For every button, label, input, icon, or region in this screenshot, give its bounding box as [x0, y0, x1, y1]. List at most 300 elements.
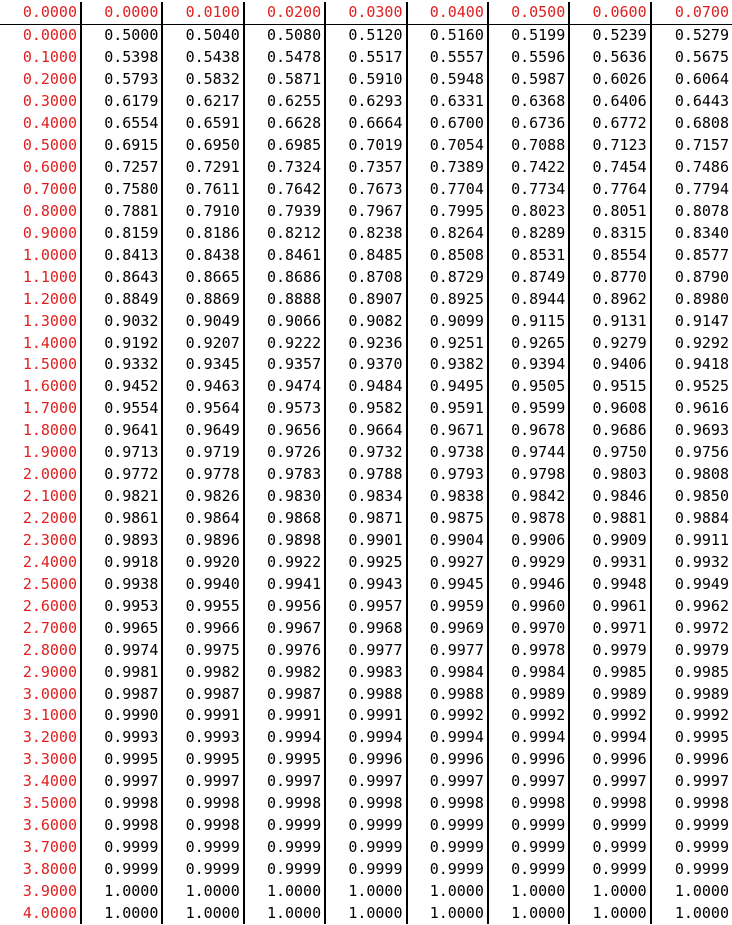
value-cell: 0.7967: [325, 200, 406, 222]
value-cell: 0.9418: [651, 354, 732, 376]
value-cell: 0.6368: [488, 91, 569, 113]
value-cell: 0.6554: [81, 113, 162, 135]
value-cell: 0.9788: [325, 464, 406, 486]
value-cell: 0.9949: [651, 573, 732, 595]
value-cell: 0.9997: [407, 771, 488, 793]
value-cell: 0.9998: [162, 793, 243, 815]
value-cell: 0.9929: [488, 551, 569, 573]
value-cell: 0.9998: [244, 793, 325, 815]
value-cell: 0.9984: [407, 661, 488, 683]
value-cell: 0.5000: [81, 24, 162, 46]
value-cell: 0.9686: [569, 420, 650, 442]
value-cell: 0.9918: [81, 551, 162, 573]
value-cell: 0.9922: [244, 551, 325, 573]
value-cell: 0.5199: [488, 24, 569, 46]
row-header-cell: 3.1000: [22, 706, 77, 725]
value-cell: 0.5832: [162, 69, 243, 91]
column-header-cell: 0.0000: [81, 2, 162, 24]
value-cell: 0.6064: [651, 69, 732, 91]
value-cell: 0.6293: [325, 91, 406, 113]
value-cell: 0.9131: [569, 310, 650, 332]
value-cell: 0.7454: [569, 157, 650, 179]
value-cell: 0.9972: [651, 617, 732, 639]
table-row: [0, 815, 732, 837]
value-cell: 0.5793: [81, 69, 162, 91]
value-cell: 0.9996: [569, 749, 650, 771]
value-cell: 0.9925: [325, 551, 406, 573]
table-row: [0, 113, 732, 135]
table-row: [0, 749, 732, 771]
table-row: [0, 310, 732, 332]
value-cell: 0.9967: [244, 617, 325, 639]
value-cell: 0.9881: [569, 508, 650, 530]
value-cell: 0.8159: [81, 222, 162, 244]
table-row: [0, 332, 732, 354]
value-cell: 0.9066: [244, 310, 325, 332]
value-cell: 0.9999: [488, 859, 569, 881]
value-cell: 0.7486: [651, 157, 732, 179]
row-header-cell: 1.7000: [22, 399, 77, 418]
value-cell: 0.8461: [244, 244, 325, 266]
value-cell: 0.7673: [325, 179, 406, 201]
value-cell: 0.9838: [407, 486, 488, 508]
row-header-cell: 3.7000: [22, 838, 77, 857]
value-cell: 0.8962: [569, 288, 650, 310]
value-cell: 0.9846: [569, 486, 650, 508]
table-row: [0, 881, 732, 903]
table-row: [0, 47, 732, 69]
value-cell: 0.9664: [325, 420, 406, 442]
value-cell: 0.7088: [488, 135, 569, 157]
row-header-cell: 2.0000: [22, 465, 77, 484]
value-cell: 0.9909: [569, 530, 650, 552]
value-cell: 0.9868: [244, 508, 325, 530]
value-cell: 0.9599: [488, 398, 569, 420]
value-cell: 0.9582: [325, 398, 406, 420]
value-cell: 0.9830: [244, 486, 325, 508]
value-cell: 0.9991: [162, 705, 243, 727]
value-cell: 0.9850: [651, 486, 732, 508]
value-cell: 0.5596: [488, 47, 569, 69]
value-cell: 0.6664: [325, 113, 406, 135]
value-cell: 0.9997: [244, 771, 325, 793]
value-cell: 1.0000: [407, 881, 488, 903]
value-cell: 0.8508: [407, 244, 488, 266]
value-cell: 0.9945: [407, 573, 488, 595]
row-header-cell: 2.9000: [22, 662, 77, 681]
value-cell: 1.0000: [244, 881, 325, 903]
value-cell: 0.9998: [569, 793, 650, 815]
value-cell: 1.0000: [488, 881, 569, 903]
table-row: [0, 639, 732, 661]
value-cell: 0.9738: [407, 442, 488, 464]
value-cell: 0.7019: [325, 135, 406, 157]
value-cell: 0.9985: [569, 661, 650, 683]
value-cell: 0.6406: [569, 91, 650, 113]
value-cell: 0.9525: [651, 376, 732, 398]
row-header-cell: 1.3000: [22, 311, 77, 330]
value-cell: 0.9678: [488, 420, 569, 442]
value-cell: 0.9997: [162, 771, 243, 793]
value-cell: 0.9969: [407, 617, 488, 639]
value-cell: 0.9032: [81, 310, 162, 332]
table-row: [0, 617, 732, 639]
value-cell: 0.5478: [244, 47, 325, 69]
value-cell: 0.7881: [81, 200, 162, 222]
table-row: [0, 266, 732, 288]
value-cell: 0.9864: [162, 508, 243, 530]
table-row: [0, 157, 732, 179]
table-row: [0, 244, 732, 266]
value-cell: 0.9999: [407, 859, 488, 881]
value-cell: 1.0000: [81, 881, 162, 903]
value-cell: 0.9906: [488, 530, 569, 552]
value-cell: 0.8907: [325, 288, 406, 310]
value-cell: 0.9985: [651, 661, 732, 683]
value-cell: 0.9932: [651, 551, 732, 573]
row-header-cell: 3.5000: [22, 794, 77, 813]
value-cell: 0.9989: [488, 683, 569, 705]
row-header-cell: 2.4000: [22, 552, 77, 571]
value-cell: 0.5987: [488, 69, 569, 91]
value-cell: 0.8051: [569, 200, 650, 222]
value-cell: 0.9798: [488, 464, 569, 486]
value-cell: 0.5040: [162, 24, 243, 46]
value-cell: 0.7291: [162, 157, 243, 179]
table-row: [0, 91, 732, 113]
row-header-cell: 1.9000: [22, 443, 77, 462]
value-cell: 0.9948: [569, 573, 650, 595]
value-cell: 0.9997: [325, 771, 406, 793]
value-cell: 0.9357: [244, 354, 325, 376]
value-cell: 0.5160: [407, 24, 488, 46]
table-row: [0, 793, 732, 815]
value-cell: 0.8944: [488, 288, 569, 310]
value-cell: 0.9995: [162, 749, 243, 771]
table-row: [0, 486, 732, 508]
row-header-cell: 2.2000: [22, 509, 77, 528]
value-cell: 0.6772: [569, 113, 650, 135]
row-header-cell: 0.3000: [22, 92, 77, 111]
value-cell: 0.6700: [407, 113, 488, 135]
value-cell: 0.9999: [244, 859, 325, 881]
value-cell: 0.9999: [325, 837, 406, 859]
value-cell: 0.9207: [162, 332, 243, 354]
table-row: [0, 464, 732, 486]
value-cell: 0.9999: [81, 859, 162, 881]
table-row: [0, 705, 732, 727]
value-cell: 0.9990: [81, 705, 162, 727]
value-cell: 0.7642: [244, 179, 325, 201]
value-cell: 0.6179: [81, 91, 162, 113]
table-header: [0, 2, 732, 24]
row-header-cell: 2.1000: [22, 487, 77, 506]
value-cell: 0.8554: [569, 244, 650, 266]
value-cell: 0.9279: [569, 332, 650, 354]
value-cell: 0.9998: [488, 793, 569, 815]
table-row: [0, 573, 732, 595]
value-cell: 0.9564: [162, 398, 243, 420]
value-cell: 0.8531: [488, 244, 569, 266]
value-cell: 0.9871: [325, 508, 406, 530]
value-cell: 0.8078: [651, 200, 732, 222]
value-cell: 0.9744: [488, 442, 569, 464]
value-cell: 0.9976: [244, 639, 325, 661]
value-cell: 0.9997: [81, 771, 162, 793]
value-cell: 0.8438: [162, 244, 243, 266]
value-cell: 0.9960: [488, 595, 569, 617]
value-cell: 0.5120: [325, 24, 406, 46]
row-header-cell: 1.2000: [22, 289, 77, 308]
value-cell: 0.6985: [244, 135, 325, 157]
value-cell: 0.8708: [325, 266, 406, 288]
row-header-cell: 3.8000: [22, 860, 77, 879]
row-header-cell: 3.6000: [22, 816, 77, 835]
value-cell: 0.8925: [407, 288, 488, 310]
value-cell: 0.9656: [244, 420, 325, 442]
value-cell: 0.9999: [81, 837, 162, 859]
value-cell: 0.9732: [325, 442, 406, 464]
value-cell: 0.9961: [569, 595, 650, 617]
value-cell: 0.9977: [407, 639, 488, 661]
value-cell: 0.9999: [407, 815, 488, 837]
value-cell: 0.9989: [569, 683, 650, 705]
value-cell: 0.9996: [407, 749, 488, 771]
value-cell: 0.9968: [325, 617, 406, 639]
value-cell: 1.0000: [407, 902, 488, 924]
value-cell: 0.5239: [569, 24, 650, 46]
value-cell: 0.9994: [488, 727, 569, 749]
value-cell: 0.9222: [244, 332, 325, 354]
value-cell: 0.9979: [569, 639, 650, 661]
value-cell: 0.7389: [407, 157, 488, 179]
value-cell: 0.9991: [325, 705, 406, 727]
row-header-cell: 1.5000: [22, 355, 77, 374]
value-cell: 0.9192: [81, 332, 162, 354]
table-row: [0, 354, 732, 376]
value-cell: 0.5438: [162, 47, 243, 69]
value-cell: 0.9999: [325, 815, 406, 837]
value-cell: 0.9505: [488, 376, 569, 398]
table-row: [0, 442, 732, 464]
value-cell: 0.9927: [407, 551, 488, 573]
value-cell: 0.9920: [162, 551, 243, 573]
value-cell: 0.9671: [407, 420, 488, 442]
table-row: [0, 902, 732, 924]
value-cell: 0.9999: [325, 859, 406, 881]
value-cell: 0.6443: [651, 91, 732, 113]
value-cell: 0.9861: [81, 508, 162, 530]
row-header-cell: 2.6000: [22, 596, 77, 615]
value-cell: 0.8749: [488, 266, 569, 288]
row-header-cell: 3.3000: [22, 750, 77, 769]
value-cell: 0.8315: [569, 222, 650, 244]
value-cell: 0.8888: [244, 288, 325, 310]
value-cell: 0.9978: [488, 639, 569, 661]
value-cell: 0.8413: [81, 244, 162, 266]
table-body: [0, 24, 732, 924]
value-cell: 0.5517: [325, 47, 406, 69]
value-cell: 0.9750: [569, 442, 650, 464]
value-cell: 0.9713: [81, 442, 162, 464]
value-cell: 0.7257: [81, 157, 162, 179]
value-cell: 0.7357: [325, 157, 406, 179]
value-cell: 0.9959: [407, 595, 488, 617]
value-cell: 0.6808: [651, 113, 732, 135]
value-cell: 0.7580: [81, 179, 162, 201]
value-cell: 0.9965: [81, 617, 162, 639]
value-cell: 0.9406: [569, 354, 650, 376]
row-header-cell: 2.7000: [22, 618, 77, 637]
value-cell: 0.6950: [162, 135, 243, 157]
value-cell: 0.7734: [488, 179, 569, 201]
column-header-cell: 0.0600: [569, 2, 650, 24]
value-cell: 0.8289: [488, 222, 569, 244]
value-cell: 1.0000: [488, 902, 569, 924]
row-header-cell: 0.0000: [22, 26, 77, 45]
value-cell: 0.7611: [162, 179, 243, 201]
table-row: [0, 24, 732, 46]
value-cell: 0.6591: [162, 113, 243, 135]
value-cell: 0.9778: [162, 464, 243, 486]
value-cell: 0.6026: [569, 69, 650, 91]
value-cell: 0.9554: [81, 398, 162, 420]
value-cell: 0.9995: [651, 727, 732, 749]
value-cell: 0.5398: [81, 47, 162, 69]
value-cell: 0.9992: [651, 705, 732, 727]
value-cell: 0.8212: [244, 222, 325, 244]
column-header-cell: 0.0300: [325, 2, 406, 24]
value-cell: 0.7764: [569, 179, 650, 201]
row-header-cell: 0.9000: [22, 223, 77, 242]
value-cell: 0.9842: [488, 486, 569, 508]
value-cell: 0.7422: [488, 157, 569, 179]
value-cell: 0.9979: [651, 639, 732, 661]
normal-distribution-table: [0, 2, 732, 924]
value-cell: 0.7054: [407, 135, 488, 157]
value-cell: 0.9884: [651, 508, 732, 530]
value-cell: 0.9474: [244, 376, 325, 398]
table-row: [0, 222, 732, 244]
value-cell: 0.9999: [244, 815, 325, 837]
column-header-cell: 0.0700: [651, 2, 732, 24]
value-cell: 0.9940: [162, 573, 243, 595]
value-cell: 0.9265: [488, 332, 569, 354]
table-row: [0, 727, 732, 749]
table-row: [0, 420, 732, 442]
value-cell: 0.9987: [81, 683, 162, 705]
value-cell: 0.9999: [244, 837, 325, 859]
value-cell: 0.9803: [569, 464, 650, 486]
value-cell: 0.9394: [488, 354, 569, 376]
row-header-cell: 3.9000: [22, 881, 77, 900]
value-cell: 0.8340: [651, 222, 732, 244]
value-cell: 0.8770: [569, 266, 650, 288]
row-header-cell: 0.4000: [22, 114, 77, 133]
value-cell: 0.9901: [325, 530, 406, 552]
value-cell: 0.9999: [651, 815, 732, 837]
value-cell: 0.9998: [81, 793, 162, 815]
value-cell: 0.9998: [407, 793, 488, 815]
value-cell: 0.7939: [244, 200, 325, 222]
value-cell: 0.9049: [162, 310, 243, 332]
value-cell: 0.9756: [651, 442, 732, 464]
value-cell: 0.5948: [407, 69, 488, 91]
value-cell: 0.9931: [569, 551, 650, 573]
value-cell: 0.8686: [244, 266, 325, 288]
value-cell: 1.0000: [325, 881, 406, 903]
value-cell: 0.9772: [81, 464, 162, 486]
value-cell: 0.9893: [81, 530, 162, 552]
value-cell: 0.9875: [407, 508, 488, 530]
value-cell: 0.7794: [651, 179, 732, 201]
value-cell: 0.6915: [81, 135, 162, 157]
table-row: [0, 530, 732, 552]
column-header-cell: 0.0400: [407, 2, 488, 24]
table-row: [0, 837, 732, 859]
row-header-cell: 3.0000: [22, 684, 77, 703]
value-cell: 0.9989: [651, 683, 732, 705]
table-row: [0, 508, 732, 530]
value-cell: 0.9988: [325, 683, 406, 705]
value-cell: 0.5675: [651, 47, 732, 69]
value-cell: 1.0000: [651, 902, 732, 924]
table-row: [0, 288, 732, 310]
value-cell: 0.9783: [244, 464, 325, 486]
value-cell: 0.9693: [651, 420, 732, 442]
value-cell: 1.0000: [569, 902, 650, 924]
row-header-cell: 0.2000: [22, 70, 77, 89]
table-row: [0, 551, 732, 573]
value-cell: 0.9998: [651, 793, 732, 815]
value-cell: 0.5871: [244, 69, 325, 91]
value-cell: 0.9826: [162, 486, 243, 508]
value-cell: 0.9370: [325, 354, 406, 376]
value-cell: 0.9991: [244, 705, 325, 727]
row-header-cell: 1.1000: [22, 267, 77, 286]
value-cell: 0.9984: [488, 661, 569, 683]
table-row: [0, 595, 732, 617]
table-row: [0, 771, 732, 793]
row-header-cell: 1.8000: [22, 421, 77, 440]
value-cell: 0.9982: [162, 661, 243, 683]
value-cell: 0.6628: [244, 113, 325, 135]
value-cell: 1.0000: [162, 902, 243, 924]
value-cell: 0.9463: [162, 376, 243, 398]
value-cell: 0.9987: [162, 683, 243, 705]
table-row: [0, 376, 732, 398]
value-cell: 0.9808: [651, 464, 732, 486]
value-cell: 0.8264: [407, 222, 488, 244]
value-cell: 0.9495: [407, 376, 488, 398]
row-header-cell: 1.6000: [22, 377, 77, 396]
value-cell: 0.5910: [325, 69, 406, 91]
value-cell: 0.9999: [569, 859, 650, 881]
value-cell: 0.9956: [244, 595, 325, 617]
table-row: [0, 398, 732, 420]
value-cell: 0.6217: [162, 91, 243, 113]
value-cell: 0.9591: [407, 398, 488, 420]
row-header-cell: 2.5000: [22, 574, 77, 593]
value-cell: 0.9999: [488, 837, 569, 859]
value-cell: 0.9943: [325, 573, 406, 595]
value-cell: 0.9995: [81, 749, 162, 771]
row-header-cell: 0.1000: [22, 48, 77, 67]
value-cell: 0.9999: [569, 815, 650, 837]
value-cell: 0.9452: [81, 376, 162, 398]
value-cell: 1.0000: [325, 902, 406, 924]
value-cell: 0.8485: [325, 244, 406, 266]
